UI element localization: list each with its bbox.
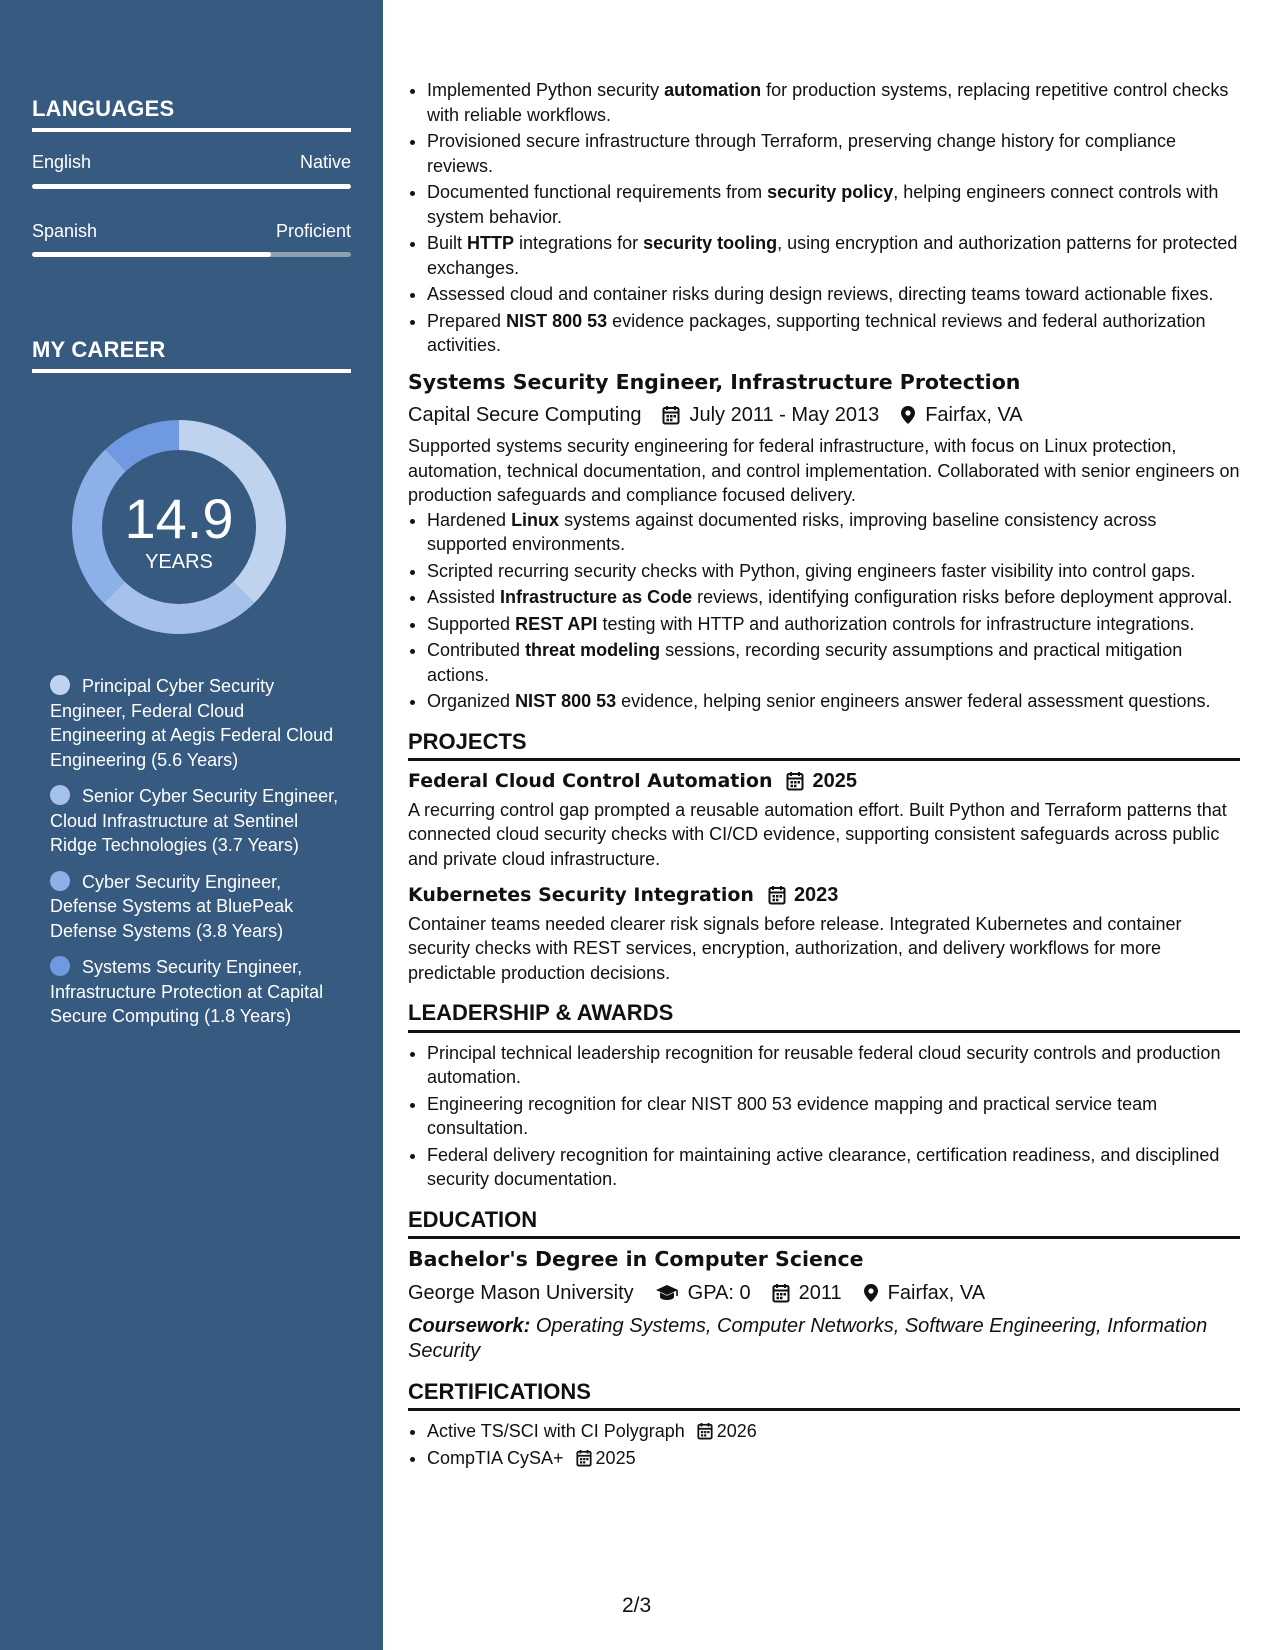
language-level: Proficient [275, 221, 351, 241]
bullet-item: • Assisted Infrastructure as Code reviews, identifying configuration risks before deployment approval. [427, 585, 1240, 610]
degree-title: Bachelor's Degree in Computer Science [408, 1247, 864, 1271]
job2-bullets [408, 508, 1240, 714]
career-legend-item [50, 674, 340, 772]
job-location: Fairfax, VA [925, 404, 1023, 426]
bullet-item: • Supported REST API testing with HTTP and authorization controls for infrastructure integrations. [427, 612, 1240, 637]
legend-dot-icon [50, 675, 70, 695]
calendar-icon [786, 771, 804, 791]
language-name: Spanish [32, 221, 98, 241]
language-bar-fill [32, 184, 351, 189]
projects-title: PROJECTS [408, 730, 1240, 762]
bullet-item: • Prepared NIST 800 53 evidence packages, supporting technical reviews and federal authorization activities. [427, 309, 1240, 358]
leadership-list [408, 1041, 1240, 1192]
certification-name: • Active TS/SCI with CI Polygraph [427, 1421, 685, 1441]
calendar-icon [576, 1449, 592, 1467]
certification-item [427, 1419, 1240, 1444]
school-name: George Mason University [408, 1281, 634, 1304]
job1-bullets [408, 78, 1240, 358]
project-year: 2025 [812, 770, 857, 792]
leadership-item: • Federal delivery recognition for maintaining active clearance, certification readiness, and disciplined security documentation. [427, 1143, 1240, 1192]
bullet-item: • Implemented Python security automation for production systems, replacing repetitive control checks with reliable workflows. [427, 78, 1240, 127]
job-company: Capital Secure Computing [408, 404, 642, 426]
leadership-item: • Engineering recognition for clear NIST 800 53 evidence mapping and practical service team consultation. [427, 1092, 1240, 1141]
main-content [408, 78, 1240, 1472]
language-level: Native [299, 152, 351, 172]
career-legend-item [50, 784, 340, 858]
career-legend-text: Principal Cyber Security Engineer, Federal Cloud Engineering at Aegis Federal Cloud Engineering (5.6 Years) [50, 676, 334, 770]
bullet-item: • Hardened Linux systems against documented risks, improving baseline consistency across supported environments. [427, 508, 1240, 557]
sidebar [0, 0, 383, 1650]
career-donut-chart [66, 414, 292, 640]
certification-year: 2026 [716, 1421, 757, 1441]
bullet-item: • Provisioned secure infrastructure through Terraform, preserving change history for compliance reviews. [427, 129, 1240, 178]
education-meta [408, 1278, 1240, 1308]
leadership-item: • Principal technical leadership recognition for reusable federal cloud security controls and production automation. [427, 1041, 1240, 1090]
language-row [32, 152, 351, 173]
project-title [408, 883, 1240, 908]
project-description: A recurring control gap prompted a reusable automation effort. Built Python and Terraform patterns that connected cloud security checks with CI/CD evidence, supporting consistent safeguards across public and private cloud infrastructure. [408, 799, 1227, 869]
bullet-item: • Scripted recurring security checks with Python, giving engineers faster visibility into control gaps. [427, 559, 1240, 584]
bullet-item: • Assessed cloud and container risks during design reviews, directing teams toward actionable fixes. [427, 282, 1240, 307]
job-summary: Supported systems security engineering for federal infrastructure, with focus on Linux protection, automation, technical documentation, and control implementation. Collaborated with senior engineers on production safeguards and compliance focused delivery. [408, 436, 1240, 505]
legend-dot-icon [50, 785, 70, 805]
language-bar [32, 184, 351, 189]
coursework-label: Coursework: [408, 1314, 531, 1337]
job-title: Systems Security Engineer, Infrastructure Protection [408, 369, 1021, 394]
project-description: Container teams needed clearer risk signals before release. Integrated Kubernetes and container security checks with REST services, encryption, authorization, and delivery workflows for more predictable production decisions. [408, 913, 1182, 983]
certification-name: • CompTIA CySA+ [427, 1447, 564, 1468]
graduation-cap-icon [655, 1284, 679, 1302]
career-legend [50, 674, 340, 1041]
certification-item [427, 1446, 1240, 1471]
coursework [408, 1314, 1240, 1364]
total-years-label: YEARS [145, 551, 213, 573]
certifications-list [408, 1419, 1240, 1470]
language-row [32, 221, 351, 242]
language-bar [32, 252, 351, 257]
school-location: Fairfax, VA [887, 1281, 986, 1304]
career-title: MY CAREER [32, 337, 351, 373]
project-name: Kubernetes Security Integration [408, 884, 754, 906]
education-title: EDUCATION [408, 1208, 1240, 1240]
bullet-item: • Built HTTP integrations for security tooling, using encryption and authorization patterns for protected exchanges. [427, 231, 1240, 280]
bullet-item: • Contributed threat modeling sessions, recording security assumptions and practical mitigation actions. [427, 638, 1240, 687]
career-legend-item [50, 870, 340, 944]
coursework-list: Operating Systems, Computer Networks, Software Engineering, Information Security [408, 1314, 1208, 1362]
project-title [408, 769, 1240, 794]
project-year: 2023 [793, 884, 839, 906]
graduation-year: 2011 [798, 1281, 842, 1304]
language-name: English [32, 152, 92, 172]
calendar-icon [697, 1422, 713, 1440]
certification-year: 2025 [595, 1447, 636, 1468]
page-number: 2/3 [622, 1594, 652, 1617]
legend-dot-icon [50, 956, 70, 976]
languages-title: LANGUAGES [32, 96, 351, 132]
job-dates: July 2011 - May 2013 [689, 404, 880, 426]
bullet-item: • Organized NIST 800 53 evidence, helping senior engineers answer federal assessment questions. [427, 689, 1240, 714]
project-name: Federal Cloud Control Automation [408, 770, 773, 792]
language-bar-fill [32, 252, 271, 257]
calendar-icon [768, 885, 786, 905]
location-pin-icon [900, 405, 916, 425]
career-legend-text: Cyber Security Engineer, Defense Systems at BluePeak Defense Systems (3.8 Years) [50, 871, 294, 941]
career-legend-text: Systems Security Engineer, Infrastructure Protection at Capital Secure Computing (1.8 Years) [50, 957, 324, 1026]
location-pin-icon [863, 1283, 879, 1303]
bullet-item: • Documented functional requirements from security policy, helping engineers connect controls with system behavior. [427, 180, 1240, 229]
leadership-title: LEADERSHIP & AWARDS [408, 1001, 1240, 1033]
career-legend-item [50, 955, 340, 1029]
calendar-icon [662, 405, 680, 425]
gpa: GPA: 0 [687, 1281, 751, 1304]
job-meta [408, 400, 1240, 430]
certifications-title: CERTIFICATIONS [408, 1380, 1240, 1412]
calendar-icon [772, 1283, 790, 1303]
legend-dot-icon [50, 871, 70, 891]
total-years-value: 14.9 [124, 487, 234, 550]
career-legend-text: Senior Cyber Security Engineer, Cloud Infrastructure at Sentinel Ridge Technologies (3.7 Years) [50, 786, 339, 855]
